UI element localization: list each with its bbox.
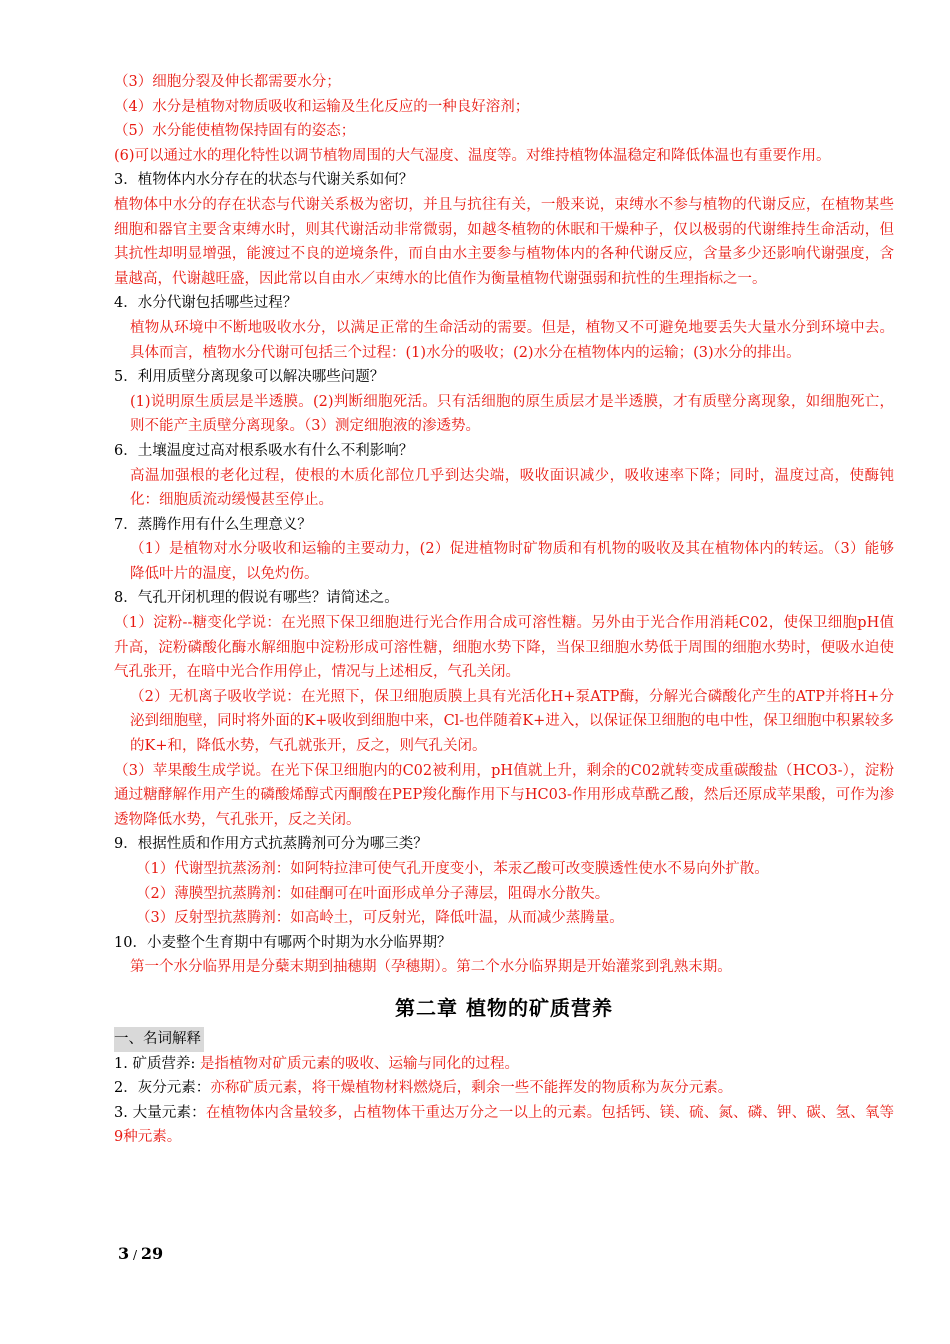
term-definition: 在植物体内含量较多，占植物体干重达万分之一以上的元素。包括钙、镁、硫、氮、磷、钾、碳、氢、氧等9种元素。 xyxy=(114,1104,894,1146)
answer-8-starch: （1）淀粉--糖变化学说：在光照下保卫细胞进行光合作用合成可溶性糖。另外由于光合作用消耗C02，使保卫细胞pH值升高，淀粉磷酸化酶水解细胞中淀粉形成可溶性糖，细胞水势下降，当保卫细胞水势低于周围的细胞水势时，便吸水迫使气孔张开，在暗中光合作用停止，情况与上述相反，气孔关闭。 xyxy=(114,615,894,681)
page-number xyxy=(118,1244,163,1263)
answer-9-item: （3）反射型抗蒸腾剂：如高岭土，可反射光，降低叶温，从而减少蒸腾量。 xyxy=(136,910,624,927)
question-3: 3．植物体内水分存在的状态与代谢关系如何？ xyxy=(114,172,414,189)
answer-5: (1)说明原生质层是半透膜。(2)判断细胞死活。只有活细胞的原生质层才是半透膜，才有质壁分离现象，如细胞死亡，则不能产主质壁分离现象。（3）测定细胞液的渗透势。 xyxy=(130,393,894,435)
page-current: 3 xyxy=(118,1244,130,1263)
page-total: 29 xyxy=(140,1244,164,1263)
answer-3: 植物体中水分的存在状态与代谢关系极为密切，并且与抗往有关，一般来说，束缚水不参与植物的代谢反应，在植物某些细胞和器官主要含束缚水时，则其代谢活动非常微弱，如越冬植物的休眠和干燥种子，仅以极弱的代谢维持生命活动，但其抗性却明显增强，能渡过不良的逆境条件，而自由水主要参与植物体内的各种代谢反应，含量多少还影响代谢强度，含量越高，代谢越旺盛，因此常以自由水／束缚水的比值作为衡量植物代谢强弱和抗性的生理指标之一。 xyxy=(114,196,894,287)
question-5: 5．利用质壁分离现象可以解决哪些问题？ xyxy=(114,369,385,386)
question-9: 9．根据性质和作用方式抗蒸腾剂可分为哪三类？ xyxy=(114,836,428,853)
term-name: 3. 大量元素： xyxy=(114,1104,206,1121)
answer-4: 植物从环境中不断地吸收水分，以满足正常的生命活动的需要。但是，植物又不可避免地要丢失大量水分到环境中去。具体而言，植物水分代谢可包括三个过程：(1)水分的吸收；(2)水分在植物体内的运输；(3)水分的排出。 xyxy=(130,319,894,361)
answer-paragraph: (6)可以通过水的理化特性以调节植物周围的大气湿度、温度等。对维持植物体温稳定和降低体温也有重要作用。 xyxy=(114,147,831,164)
answer-10: 第一个水分临界用是分蘖末期到抽穗期（孕穗期）。第二个水分临界期是开始灌浆到乳熟末期。 xyxy=(130,959,732,976)
section-label: 一、名词解释 xyxy=(114,1027,204,1052)
question-7: 7．蒸腾作用有什么生理意义？ xyxy=(114,516,312,533)
answer-8-ion: （2）无机离子吸收学说：在光照下，保卫细胞质膜上具有光活化H+泵ATP酶，分解光合磷酸化产生的ATP并将H+分泌到细胞壁，同时将外面的K+吸收到细胞中来，Cl-也伴随着K+进入，以保证保卫细胞的电中性，保卫细胞中积累较多的K+和，降低水势，气孔就张开，反之，则气孔关闭。 xyxy=(130,688,894,755)
answer-7: （1）是植物对水分吸收和运输的主要动力，(2）促进植物时矿物质和有机物的吸收及其在植物体内的转运。（3）能够降低叶片的温度，以免灼伤。 xyxy=(130,541,894,582)
term-row xyxy=(114,1101,894,1150)
chapter-title: 第二章 植物的矿质营养 xyxy=(395,995,613,1020)
answer-8-malate: （3）苹果酸生成学说。在光下保卫细胞内的C02被利用，pH值就上升，剩余的C02就转变成重碳酸盐（HCO3-），淀粉通过糖酵解作用产生的磷酸烯醇式丙酮酸在PEP羧化酶作用下与HC03-作用形成草酰乙酸，然后还原成苹果酸，可作为渗透物降低水势，气孔张开，反之关闭。 xyxy=(114,762,894,828)
answer-9-item: （2）薄膜型抗蒸腾剂：如硅酮可在叶面形成单分子薄层，阻碍水分散失。 xyxy=(136,885,610,902)
answer-line: （4）水分是植物对物质吸收和运输及生化反应的一种良好溶剂； xyxy=(114,98,530,115)
term-definition: 是指植物对矿质元素的吸收、运输与同化的过程。 xyxy=(199,1055,519,1072)
answer-6: 高温加强根的老化过程，使根的木质化部位几乎到达尖端，吸收面识减少，吸收速率下降；同时，温度过高，使酶钝化：细胞质流动缓慢甚至停止。 xyxy=(130,467,894,509)
answer-line: （5）水分能使植物保持固有的姿态； xyxy=(114,123,356,140)
answer-line: （3）细胞分裂及伸长都需要水分； xyxy=(114,74,341,90)
question-4: 4．水分代谢包括哪些过程？ xyxy=(114,295,298,312)
question-8: 8．气孔开闭机理的假说有哪些？请简述之。 xyxy=(114,590,399,607)
term-row xyxy=(114,1076,894,1101)
answer-9-item: （1）代谢型抗蒸汤剂：如阿特拉津可使气孔开度变小，苯汞乙酸可改变膜透性使水不易向外扩散。 xyxy=(136,861,769,877)
document-page xyxy=(114,70,894,1150)
section-label-row xyxy=(114,1027,894,1052)
question-10: 10．小麦整个生育期中有哪两个时期为水分临界期？ xyxy=(114,934,452,951)
term-definition: 亦称矿质元素，将干燥植物材料燃烧后，剩余一些不能挥发的物质称为灰分元素。 xyxy=(210,1080,733,1097)
term-name: 1. 矿质营养: xyxy=(114,1055,200,1072)
term-name: 2．灰分元素： xyxy=(114,1080,211,1097)
term-row xyxy=(114,1052,894,1077)
page-separator: / xyxy=(129,1248,141,1262)
question-6: 6．土壤温度过高对根系吸水有什么不利影响？ xyxy=(114,442,414,459)
